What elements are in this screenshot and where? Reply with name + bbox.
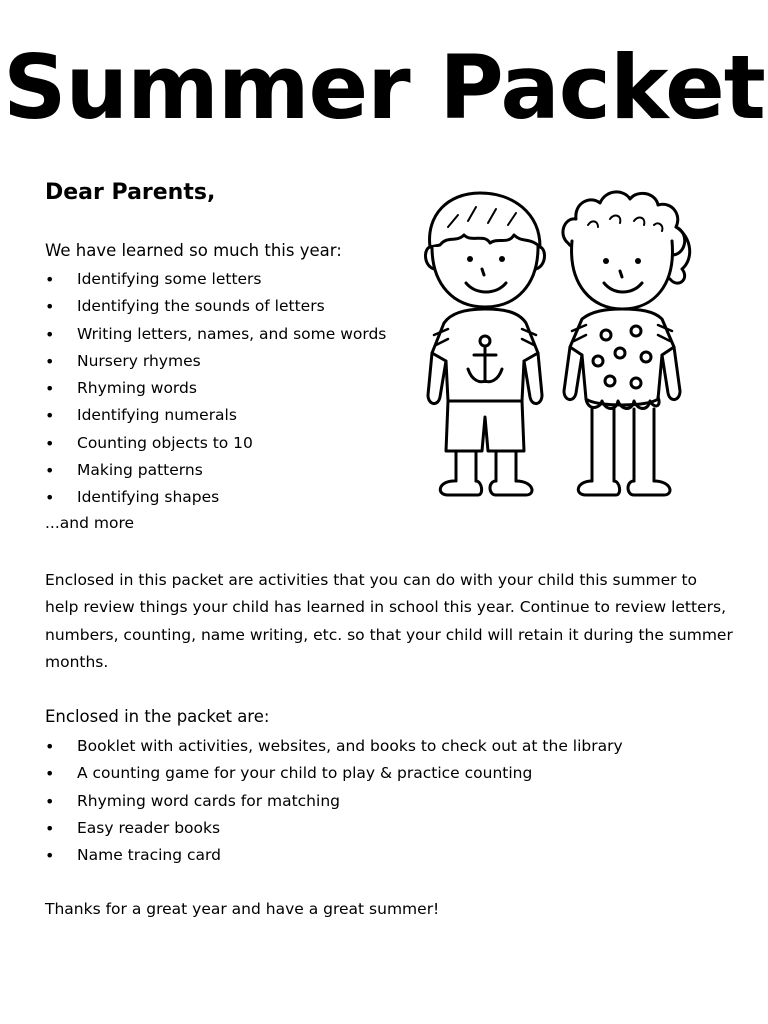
girl-figure [563,192,690,495]
and-more-text: ...and more [45,514,135,532]
body-paragraph: Enclosed in this packet are activities that you can do with your child this summer to help review things your child has learned in school this year. Continue to review letters, numbers, counting, name writing, etc. so that your child will retain it during the summer months. [45,571,733,671]
list-item: • Easy reader books [45,815,623,842]
list-item: • Counting objects to 10 [45,430,386,457]
list-item: • Identifying the sounds of letters [45,293,386,320]
children-illustration [418,185,718,505]
list-item: • Booklet with activities, websites, and books to check out at the library [45,733,623,760]
closing-line: Thanks for a great year and have a great summer! [45,900,440,918]
learned-list [45,266,386,512]
page-title: Summer Packet [3,36,765,139]
list-item: • Name tracing card [45,842,623,869]
list-item: • Nursery rhymes [45,348,386,375]
packet-contents-list [45,733,623,869]
list-item: • Writing letters, names, and some words [45,321,386,348]
intro-line: We have learned so much this year: [45,241,342,260]
list-item: • Identifying some letters [45,266,386,293]
list-item: • Identifying shapes [45,484,386,511]
enclosed-heading: Enclosed in the packet are: [45,707,270,726]
list-item: • Rhyming word cards for matching [45,788,623,815]
list-item: • Making patterns [45,457,386,484]
list-item: • Rhyming words [45,375,386,402]
greeting: Dear Parents, [45,180,216,205]
list-item: • Identifying numerals [45,402,386,429]
boy-figure [426,193,545,495]
list-item: • A counting game for your child to play & practice counting [45,760,623,787]
